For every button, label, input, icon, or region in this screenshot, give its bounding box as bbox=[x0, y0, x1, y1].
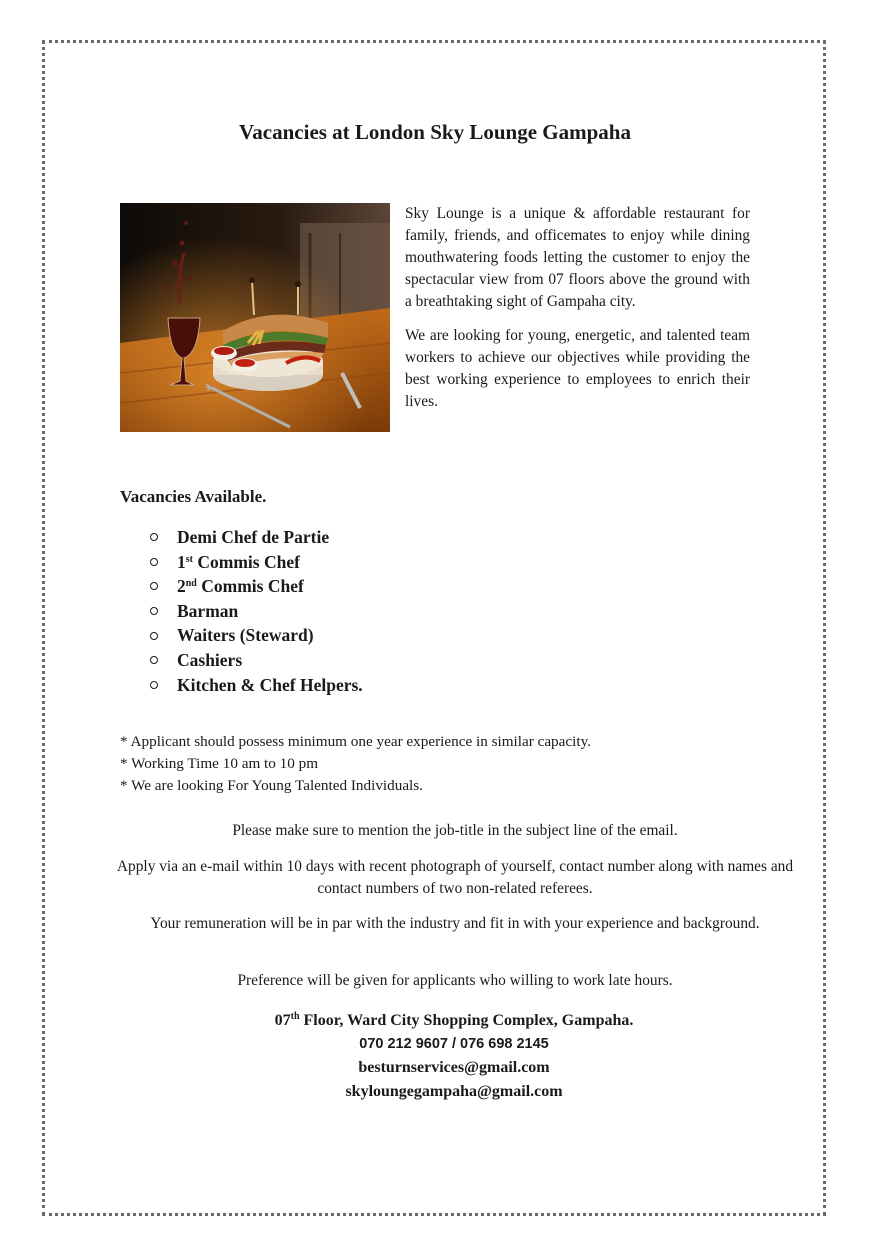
floor-number: 07 bbox=[274, 1012, 291, 1029]
email-skylounge[interactable]: skyloungegampaha@gmail.com bbox=[345, 1082, 563, 1100]
ordinal-number: 2 bbox=[177, 576, 186, 597]
phone-numbers: 070 212 9607 / 076 698 2145 bbox=[359, 1035, 549, 1052]
subject-line-instruction: Please make sure to mention the job-title in the subject line of the email. bbox=[232, 822, 678, 839]
intro-text bbox=[405, 203, 750, 425]
address-text: Floor, Ward City Shopping Complex, Gampaha. bbox=[299, 1012, 634, 1029]
requirements-notes bbox=[120, 731, 591, 797]
vacancy-label bbox=[177, 550, 300, 575]
vacancy-title: Commis Chef bbox=[192, 551, 300, 572]
vacancy-label: Waiters (Steward) bbox=[177, 625, 314, 646]
vacancy-label: Demi Chef de Partie bbox=[177, 527, 330, 547]
vacancy-item-cashiers bbox=[150, 648, 363, 673]
ordinal-number: 1 bbox=[177, 551, 186, 572]
vacancy-label: Kitchen & Chef Helpers. bbox=[177, 674, 363, 695]
apply-instruction: Apply via an e-mail within 10 days with recent photograph of yourself, contact number along with names and contact numbers of two non-related referees. bbox=[116, 858, 794, 897]
intro-paragraph-1: Sky Lounge is a unique & affordable restaurant for family, friends, and officemates to enjoy while dining mouthwatering foods letting the customer to enjoy the spectacular view from 07 floors above the ground with a breathtaking sight of Gampaha city. bbox=[405, 205, 750, 310]
vacancies-heading: Vacancies Available. bbox=[120, 487, 267, 506]
circle-bullet-icon bbox=[150, 533, 158, 541]
vacancy-item-kitchen-helpers bbox=[150, 673, 363, 698]
ordinal-suffix: st bbox=[185, 553, 193, 565]
vacancy-item-2nd-commis-chef bbox=[150, 574, 363, 599]
circle-bullet-icon bbox=[150, 656, 158, 664]
note-young-talent: * We are looking For Young Talented Individuals. bbox=[120, 777, 423, 794]
intro-paragraph-2: We are looking for young, energetic, and talented team workers to achieve our objectives while providing the best working experience to employees to enrich their lives. bbox=[405, 327, 750, 410]
vacancy-item-1st-commis-chef bbox=[150, 550, 363, 575]
circle-bullet-icon bbox=[150, 558, 158, 566]
vacancy-label: Barman bbox=[177, 600, 239, 621]
vacancy-item-barman bbox=[150, 599, 363, 624]
vacancy-item-waiters bbox=[150, 623, 363, 648]
vacancy-title: Commis Chef bbox=[196, 576, 304, 597]
vacancy-item-demi-chef bbox=[150, 525, 363, 550]
circle-bullet-icon bbox=[150, 681, 158, 689]
floor-suffix: th bbox=[290, 1011, 300, 1022]
email-besturn[interactable]: besturnservices@gmail.com bbox=[358, 1059, 550, 1076]
ordinal-suffix: nd bbox=[185, 578, 197, 590]
preference-note: Preference will be given for applicants who willing to work late hours. bbox=[237, 972, 673, 989]
circle-bullet-icon bbox=[150, 632, 158, 640]
circle-bullet-icon bbox=[150, 582, 158, 590]
contact-block bbox=[0, 1009, 870, 1103]
remuneration-note: Your remuneration will be in par with the industry and fit in with your experience and background. bbox=[150, 915, 760, 932]
note-experience: * Applicant should possess minimum one year experience in similar capacity. bbox=[120, 733, 591, 750]
vacancy-label bbox=[177, 574, 304, 599]
note-working-time: * Working Time 10 am to 10 pm bbox=[120, 755, 319, 772]
page-title: Vacancies at London Sky Lounge Gampaha bbox=[239, 120, 631, 144]
vacancy-label: Cashiers bbox=[177, 649, 243, 670]
vacancy-list bbox=[150, 525, 363, 697]
circle-bullet-icon bbox=[150, 607, 158, 615]
sandwich-platter-photo bbox=[120, 203, 390, 432]
address bbox=[0, 1009, 870, 1033]
